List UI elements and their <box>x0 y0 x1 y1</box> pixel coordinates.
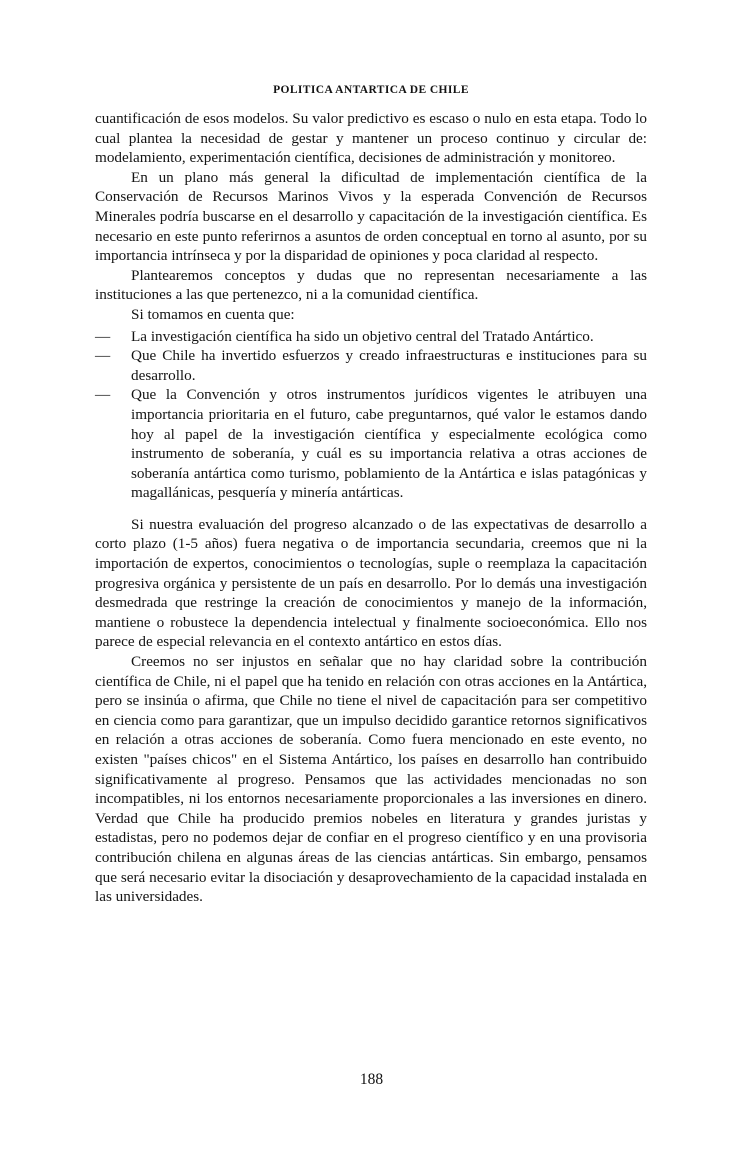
paragraph-evaluation: Si nuestra evaluación del progreso alcanzado o de las expectativas de desarrollo a corto plazo (1-5 años) fuera negativa o de importancia secundaria, creemos que ni la importación de expertos, conocimientos o tecnologías, suple o reemplaza la capacitación progresiva orgánica y persistente de un país en desarrollo. Por lo demás una investigación desmedrada que restringe la creación de conocimientos y manejo de la información, mantiene o robustece la dependencia intelectual y finalmente socioeconómica. Ello nos parece de especial relevancia en el contexto antártico en estos días. <box>95 515 647 651</box>
list-item <box>95 346 647 385</box>
list-item-text: La investigación científica ha sido un objetivo central del Tratado Antártico. <box>131 327 594 345</box>
paragraph-implementation: En un plano más general la dificultad de implementación científica de la Conservación de Recursos Marinos Vivos y la esperada Convención de Recursos Minerales podría buscarse en el desarrollo y capacitación de la investigación científica. Es necesario en este punto referirnos a asuntos de orden conceptual en torno al asunto, por su importancia intrínseca y por la disparidad de opiniones y poca claridad al respecto. <box>95 168 647 265</box>
page-body <box>95 84 647 907</box>
paragraph-contribution: Creemos no ser injustos en señalar que no hay claridad sobre la contribución científica de Chile, ni el papel que ha tenido en relación con otras acciones en la Antártica, pero se insinúa o afirma, que Chile no tiene el nivel de capacitación para ser competitivo en ciencia como para garantizar, que un impulso decidido garantice retornos significativos en relación a otras acciones de soberanía. Como fuera mencionado en este evento, no existen "países chicos" en el Sistema Antártico, los países en desarrollo han contribuido significativamente al progreso. Pensamos que las actividades mencionadas no son incompatibles, ni los entornos necesariamente proporcionales a las inversiones en dinero. Verdad que Chile ha producido premios nobeles en literatura y grandes juristas y estadistas, pero no podemos dejar de confiar en el progreso científico y en una provisoria contribución chilena en algunas áreas de las ciencias antárticas. Sin embargo, pensamos que será necesario evitar la disociación y desaprovechamiento de la capacidad instalada en las universidades. <box>95 653 647 906</box>
list-item <box>95 385 647 503</box>
paragraph-list-intro: Si tomamos en cuenta que: <box>131 305 295 323</box>
bullet-dash: — <box>95 327 111 345</box>
running-title: POLITICA ANTARTICA DE CHILE <box>273 84 469 96</box>
paragraph-continuation: cuantificación de esos modelos. Su valor predictivo es escaso o nulo en esta etapa. Todo lo cual plantea la necesidad de gestar y mantener un proceso continuo y circular de: modelamiento, experimentación científica, decisiones de administración y monitoreo. <box>95 110 647 167</box>
bullet-list <box>95 327 647 503</box>
list-item <box>95 327 647 347</box>
bullet-dash: — <box>95 386 111 404</box>
paragraph-concepts: Plantearemos conceptos y dudas que no representan necesariamente a las instituciones a las que pertenezco, ni a la comunidad científica. <box>95 266 647 304</box>
bullet-dash: — <box>95 347 111 365</box>
list-item-text: Que la Convención y otros instrumentos jurídicos vigentes le atribuyen una importancia prioritaria en el futuro, cabe preguntarnos, qué valor le estamos dando hoy al papel de la investigación científica y especialmente ecológica como instrumento de soberanía, y cuál es su importancia relativa a otras acciones de soberanía antártica como turismo, poblamiento de la Antártica e islas patagónicas y magallánicas, pesquería y minería antárticas. <box>131 386 647 502</box>
list-item-text: Que Chile ha invertido esfuerzos y creado infraestructuras e instituciones para su desarrollo. <box>131 347 647 384</box>
page-number: 188 <box>359 1071 384 1088</box>
